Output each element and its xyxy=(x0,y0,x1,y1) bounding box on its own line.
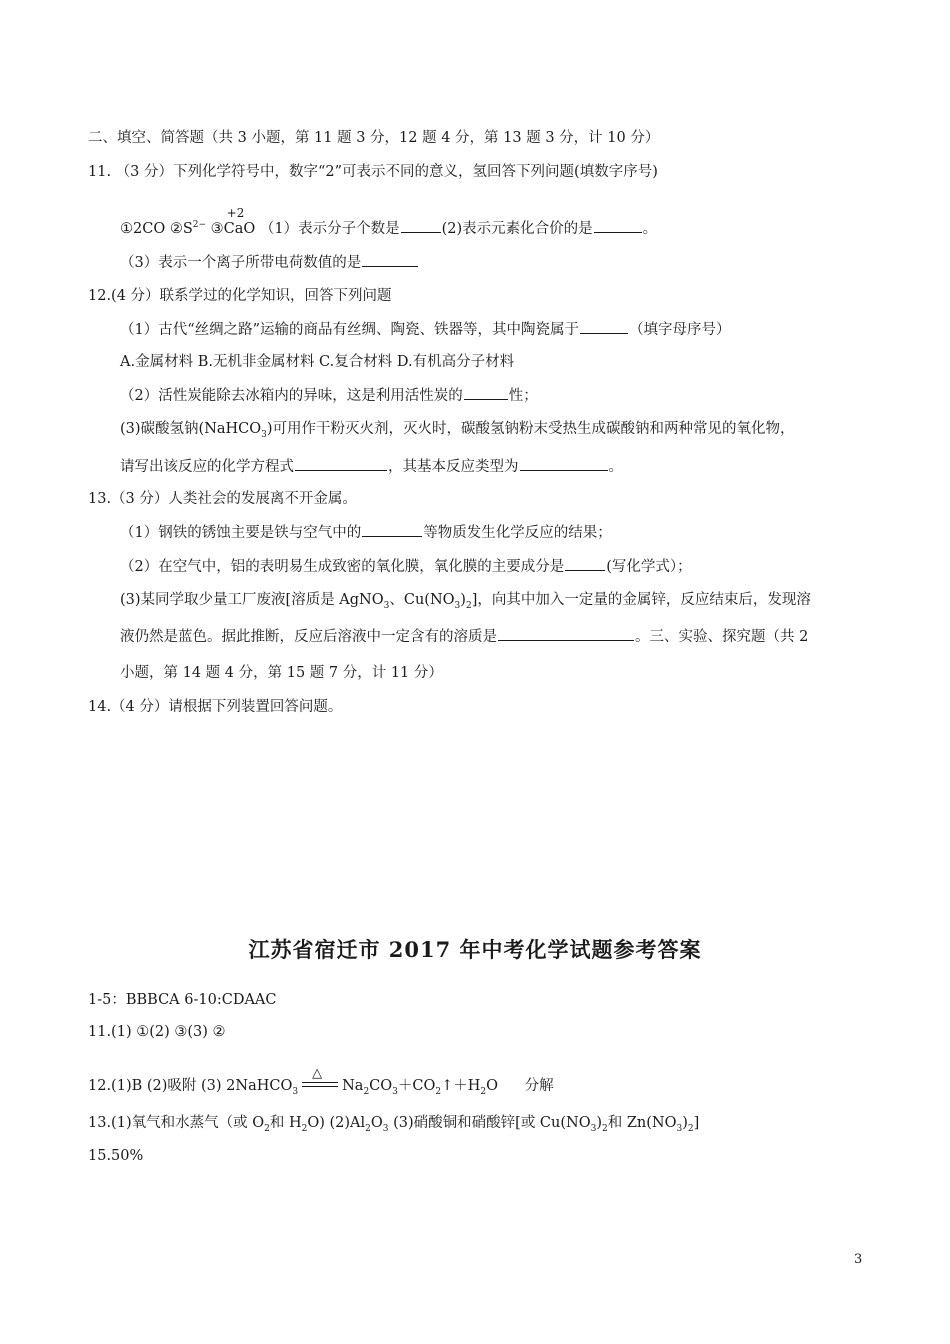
q13-sub2: 3 xyxy=(454,600,461,611)
q12-p1-line xyxy=(120,319,731,340)
q13-stem: 13.（3 分）人类社会的发展离不开金属。 xyxy=(88,491,357,507)
a13-sub2: 2 xyxy=(301,1123,308,1134)
q12-p1-end: （填字母序号） xyxy=(629,322,731,338)
q13-p2-end: (写化学式）； xyxy=(606,559,692,575)
q12-p3b-mid: ，其基本反应类型为 xyxy=(388,459,519,475)
q11-blank3[interactable] xyxy=(362,252,418,267)
a12-prod3: ＋CO xyxy=(397,1078,436,1094)
q11-stem: 11. （3 分）下列化学符号中，数字“2”可表示不同的意义，氢回答下列问题(填数字序号) xyxy=(88,164,658,180)
q11-sym1-sup: 2− xyxy=(192,220,207,230)
q13-p3b-end: 。三、实验、探究题（共 2 xyxy=(635,629,809,645)
a12-prod1: Na xyxy=(342,1078,364,1094)
q11-blank1[interactable] xyxy=(401,218,441,233)
answers-13-line xyxy=(88,1113,699,1139)
a13-sub8: 2 xyxy=(687,1123,694,1134)
a12-sub2: 2 xyxy=(363,1086,370,1097)
a12-prod5: O xyxy=(486,1078,499,1094)
q13-p2-line xyxy=(120,556,692,577)
a12-type: 分解 xyxy=(524,1078,554,1094)
q13-p3a-line xyxy=(120,590,811,616)
q11-part2: (2)表示元素化合价的是 xyxy=(441,220,593,237)
q12-blank1[interactable] xyxy=(580,319,628,334)
q12-blank3[interactable] xyxy=(295,456,387,471)
q11-sym1: ①2CO ②S xyxy=(120,220,193,237)
answers-15: 15.50% xyxy=(88,1148,144,1164)
q12-p1: （1）古代“丝绸之路”运输的商品有丝绸、陶瓷、铁器等，其中陶瓷属于 xyxy=(120,322,580,338)
page-number: 3 xyxy=(854,1252,863,1267)
a13-f: ) xyxy=(596,1115,603,1131)
q13-p1-line xyxy=(120,522,612,543)
a13-c: O) (2)Al xyxy=(307,1115,366,1131)
q12-p2-end: 性； xyxy=(508,388,538,404)
q13-p3a-mid: 、Cu(NO xyxy=(389,592,455,608)
answers-title: 江苏省宿迁市 2017 年中考化学试题参考答案 xyxy=(248,937,702,962)
q13-p1: （1）钢铁的锈蚀主要是铁与空气中的 xyxy=(120,525,362,541)
a13-sub1: 2 xyxy=(264,1123,270,1134)
answers-11: 11.(1) ①(2) ③(3) ② xyxy=(88,1024,226,1040)
a12-pre: 12.(1)B (2)吸附 (3) 2NaHCO xyxy=(88,1078,293,1094)
q13-p3a-mid2: ) xyxy=(460,592,466,608)
q13-sub1: 3 xyxy=(383,600,390,611)
q14-stem: 14.（4 分）请根据下列装置回答问题。 xyxy=(88,699,343,715)
q12-stem: 12.(4 分）联系学过的化学知识，回答下列问题 xyxy=(88,288,392,304)
q12-p3a-line xyxy=(120,419,795,445)
a13-sub5: 3 xyxy=(590,1123,597,1134)
heat-triangle-icon: △ xyxy=(312,1066,323,1081)
q13-p3b: 液仍然是蓝色。据此推断，反应后溶液中一定含有的溶质是 xyxy=(120,629,497,645)
a13-a: 13.(1)氧气和水蒸气（或 O xyxy=(88,1115,265,1131)
a13-sub3: 2 xyxy=(365,1123,371,1134)
q12-p2-line xyxy=(120,385,538,406)
a12-prod4: ↑＋H xyxy=(441,1078,481,1094)
a12-sub3: 3 xyxy=(392,1086,398,1097)
a13-b: 和 H xyxy=(269,1115,302,1131)
a12-sub4: 2 xyxy=(435,1086,442,1097)
q11-valence-formula xyxy=(223,205,256,239)
q12-p2: （2）活性炭能除去冰箱内的异味，这是利用活性炭的 xyxy=(120,388,463,404)
q11-blank2[interactable] xyxy=(594,218,642,233)
a13-sub4: 3 xyxy=(382,1123,389,1134)
q11-sym3-prefix: ③ xyxy=(210,220,224,237)
q12-p3b-end: 。 xyxy=(608,459,623,475)
q11-part1: （1）表示分子个数是 xyxy=(259,220,400,237)
q11-valence: +2 xyxy=(226,205,245,220)
q11-part3-line xyxy=(120,252,419,273)
q13-p3a: (3)某同学取少量工厂废液[溶质是 AgNO xyxy=(120,592,384,608)
q12-p3b: 请写出该反应的化学方程式 xyxy=(120,459,294,475)
a13-d: O xyxy=(370,1115,383,1131)
a13-h: ) xyxy=(682,1115,688,1131)
q11-part2-end: 。 xyxy=(642,220,658,237)
q13-p3a-end: ]，向其中加入一定量的金属锌，反应结束后，发现溶 xyxy=(471,592,811,608)
q12-p3a-sub: 3 xyxy=(261,429,267,440)
q13-p2: （2）在空气中，铝的表明易生成致密的氧化膜，氧化膜的主要成分是 xyxy=(120,559,565,575)
q12-blank4[interactable] xyxy=(520,456,608,471)
a12-prod2: CO xyxy=(369,1078,393,1094)
q12-p3b-line xyxy=(120,456,623,477)
q11-part3: （3）表示一个离子所带电荷数值的是 xyxy=(120,255,362,271)
a13-i: ] xyxy=(693,1115,700,1131)
q12-p3a-end: )可用作干粉灭火剂，灭火时，碳酸氢钠粉末受热生成碳酸钠和两种常见的氧化物， xyxy=(266,421,795,437)
a13-sub6: 2 xyxy=(602,1123,608,1134)
q12-options: A.金属材料 B.无机非金属材料 C.复合材料 D.有机高分子材料 xyxy=(120,354,515,370)
q13-p1-end: 等物质发生化学反应的结果； xyxy=(423,525,612,541)
q13-blank2[interactable] xyxy=(565,556,605,571)
q13-p3b-line xyxy=(120,626,808,647)
answers-1-10: 1-5：BBBCA 6-10:CDAAC xyxy=(88,992,277,1008)
q11-sym3: CaO xyxy=(223,220,256,237)
a13-e: (3)硝酸铜和硝酸锌[或 Cu(NO xyxy=(388,1115,591,1131)
q13-p3c: 小题，第 14 题 4 分，第 15 题 7 分，计 11 分） xyxy=(120,665,443,681)
q11-symbols-line xyxy=(120,205,658,239)
a13-sub7: 3 xyxy=(676,1123,683,1134)
heat-equals-sign xyxy=(302,1066,338,1096)
answers-12-line xyxy=(88,1066,554,1102)
q13-blank3[interactable] xyxy=(498,626,634,641)
section-header: 二、填空、简答题（共 3 小题，第 11 题 3 分，12 题 4 分，第 13 题 3 分，计 10 分） xyxy=(88,130,660,146)
q13-blank1[interactable] xyxy=(362,522,422,537)
q13-sub3: 2 xyxy=(465,600,472,611)
q12-p3a: (3)碳酸氢钠(NaHCO xyxy=(120,421,262,437)
q12-blank2[interactable] xyxy=(464,385,508,400)
a12-sub5: 2 xyxy=(480,1086,487,1097)
a12-sub1: 3 xyxy=(292,1086,299,1097)
a13-g: 和 Zn(NO xyxy=(607,1115,677,1131)
